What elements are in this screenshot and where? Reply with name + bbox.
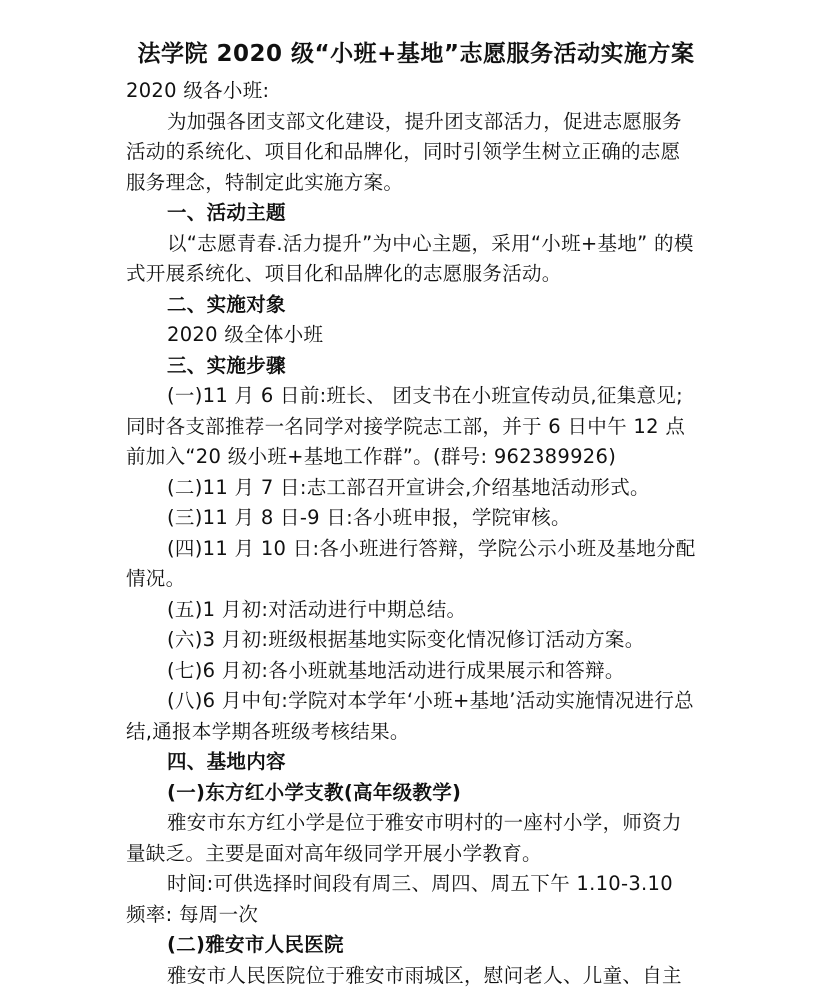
text-line: 式开展系统化、项目化和品牌化的志愿服务活动。 [126, 259, 716, 290]
text-line: (七)6 月初:各小班就基地活动进行成果展示和答辩。 [126, 656, 716, 687]
text-line: (二)11 月 7 日:志工部召开宣讲会,介绍基地活动形式。 [126, 473, 716, 504]
text-line: 量缺乏。主要是面对高年级同学开展小学教育。 [126, 839, 716, 870]
text-line: 同时各支部推荐一名同学对接学院志工部，并于 6 日中午 12 点 [126, 412, 716, 443]
text-line: 2020 级各小班: [126, 76, 716, 107]
text-line: 频率: 每周一次 [126, 900, 716, 931]
document-title: 法学院 2020 级“小班+基地”志愿服务活动实施方案 [106, 0, 726, 74]
section-heading: 三、实施步骤 [126, 351, 716, 382]
text-line: (一)11 月 6 日前:班长、 团支书在小班宣传动员,征集意见; [126, 381, 716, 412]
text-line: 服务理念，特制定此实施方案。 [126, 168, 716, 199]
section-heading: (二)雅安市人民医院 [126, 930, 716, 961]
document-body [126, 76, 716, 991]
text-line: 活动的系统化、项目化和品牌化，同时引领学生树立正确的志愿 [126, 137, 716, 168]
text-line: 雅安市东方红小学是位于雅安市明村的一座村小学，师资力 [126, 808, 716, 839]
text-line: (五)1 月初:对活动进行中期总结。 [126, 595, 716, 626]
text-line: (八)6 月中旬:学院对本学年‘小班+基地’活动实施情况进行总 [126, 686, 716, 717]
section-heading: (一)东方红小学支教(高年级教学) [126, 778, 716, 809]
text-line: 结,通报本学期各班级考核结果。 [126, 717, 716, 748]
text-line: (四)11 月 10 日:各小班进行答辩，学院公示小班及基地分配 [126, 534, 716, 565]
text-line: 2020 级全体小班 [126, 320, 716, 351]
text-line: 以“志愿青春.活力提升”为中心主题，采用“小班+基地” 的模 [126, 229, 716, 260]
section-heading: 四、基地内容 [126, 747, 716, 778]
section-heading: 二、实施对象 [126, 290, 716, 321]
text-line: 前加入“20 级小班+基地工作群”。(群号: 962389926) [126, 442, 716, 473]
section-heading: 一、活动主题 [126, 198, 716, 229]
text-line: 雅安市人民医院位于雅安市雨城区，慰问老人、儿童、自主 [126, 961, 716, 991]
text-line: 情况。 [126, 564, 716, 595]
text-line: 时间:可供选择时间段有周三、周四、周五下午 1.10-3.10 [126, 869, 716, 900]
text-line: (三)11 月 8 日-9 日:各小班申报，学院审核。 [126, 503, 716, 534]
text-line: (六)3 月初:班级根据基地实际变化情况修订活动方案。 [126, 625, 716, 656]
text-line: 为加强各团支部文化建设，提升团支部活力，促进志愿服务 [126, 107, 716, 138]
